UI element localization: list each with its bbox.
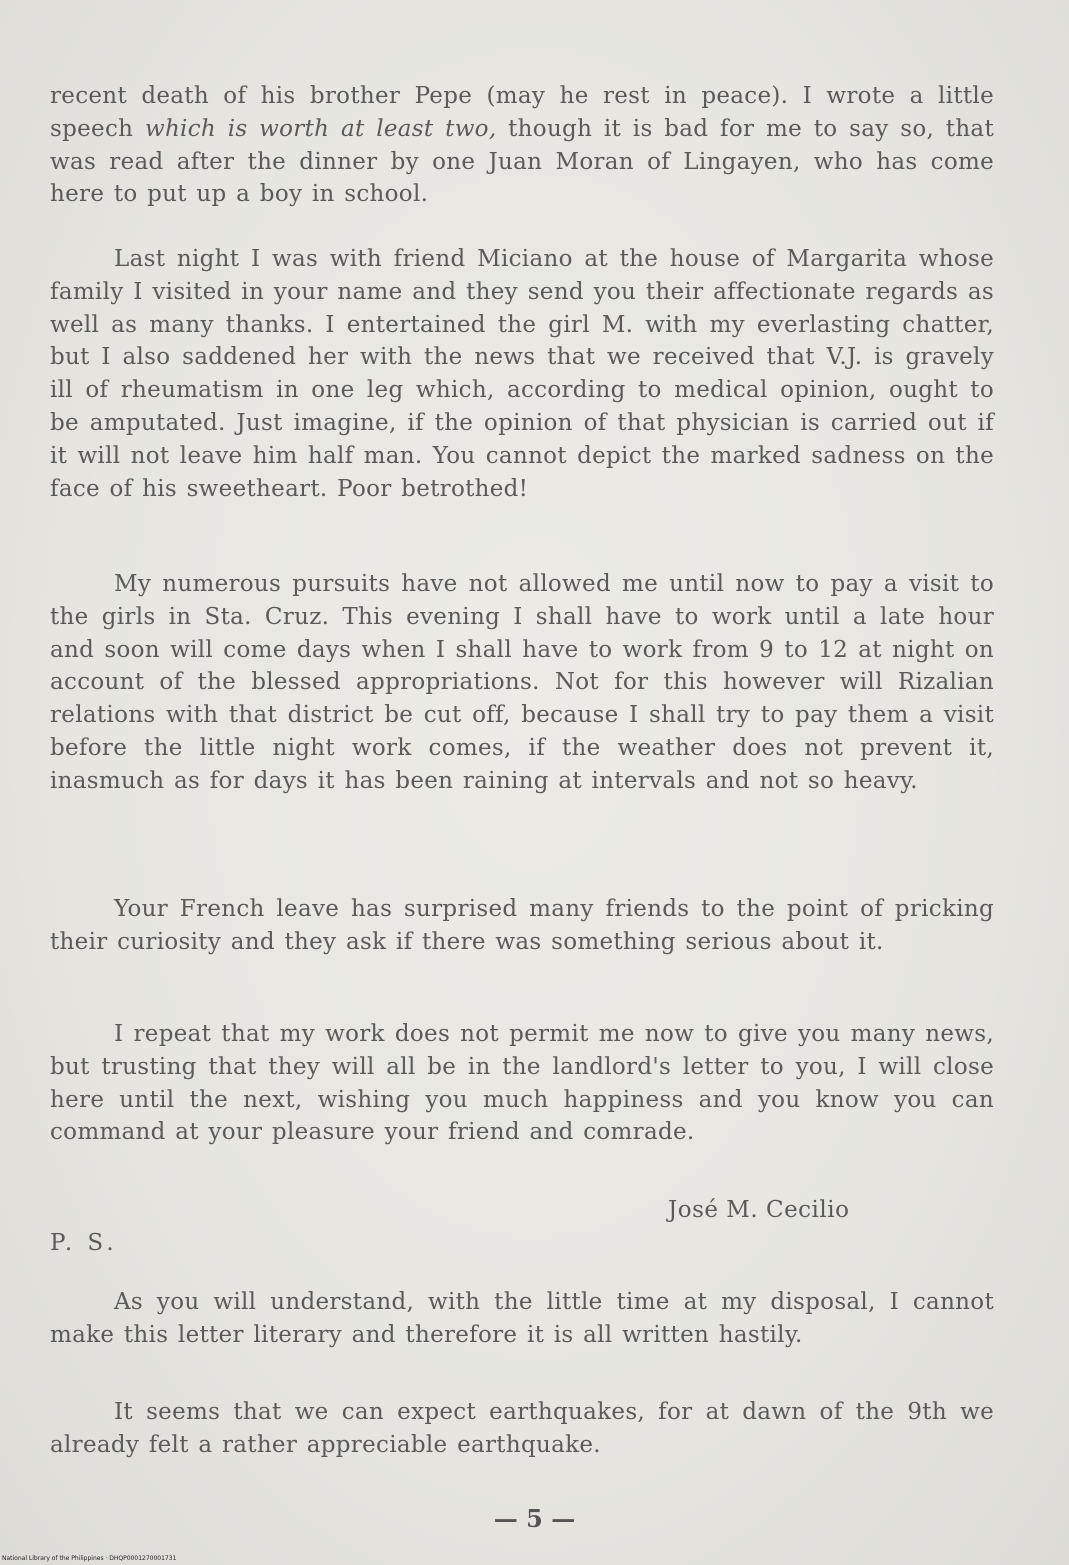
signature: José M. Cecilio [668, 1197, 850, 1223]
paragraph-1-text-a: recent death of his brother Pepe (may he rest in peace). I wrote a little speech [50, 83, 994, 142]
paragraph-1-italic: which is worth at least two, [144, 115, 497, 142]
postscript-paragraph-1: As you will understand, with the little time at my disposal, I cannot make this letter literary and therefore it is all written hastily. [50, 1289, 994, 1348]
paragraph-2: Last night I was with friend Miciano at the house of Margarita whose family I visited in your name and they send you their affectionate regards as well as many thanks. I entertained the girl M. with my everlasting chatter, but I also saddened her with the news that we received that V.J. is gravely ill of rheumatism in one leg which, according to medical opinion, ought to be amputated. Just imagine, if the opinion of that physician is carried out if it will not leave him half man. You cannot depict the marked sadness on the face of his sweetheart. Poor betrothed! [50, 246, 994, 502]
page-number: — 5 — [493, 1504, 576, 1533]
postscript-label: P. S. [50, 1230, 118, 1256]
archive-footer-stamp: National Library of the Philippines · DHQP0001270001731 [2, 1555, 177, 1562]
paragraph-4: Your French leave has surprised many friends to the point of pricking their curiosity and they ask if there was something serious about it. [50, 896, 994, 955]
paragraph-3: My numerous pursuits have not allowed me until now to pay a visit to the girls in Sta. Cruz. This evening I shall have to work until a late hour and soon will come days when I shall have to work from 9 to 12 at night on account of the blessed appropriations. Not for this however will Rizalian relations with that district be cut off, because I shall try to pay them a visit before the little night work comes, if the weather does not prevent it, inasmuch as for days it has been raining at intervals and not so heavy. [50, 571, 994, 794]
paragraph-5: I repeat that my work does not permit me now to give you many news, but trusting that they will all be in the landlord's letter to you, I will close here until the next, wishing you much happiness and you know you can command at your pleasure your friend and comrade. [50, 1021, 994, 1146]
paragraph-1 [50, 80, 994, 211]
paragraph-1-text-b: though it is bad for me to say so, that was read after the dinner by one Juan Moran of Lingayen, who has come here to put up a boy in school. [50, 115, 994, 208]
postscript-paragraph-2: It seems that we can expect earthquakes, for at dawn of the 9th we already felt a rather appreciable earthquake. [50, 1399, 994, 1458]
